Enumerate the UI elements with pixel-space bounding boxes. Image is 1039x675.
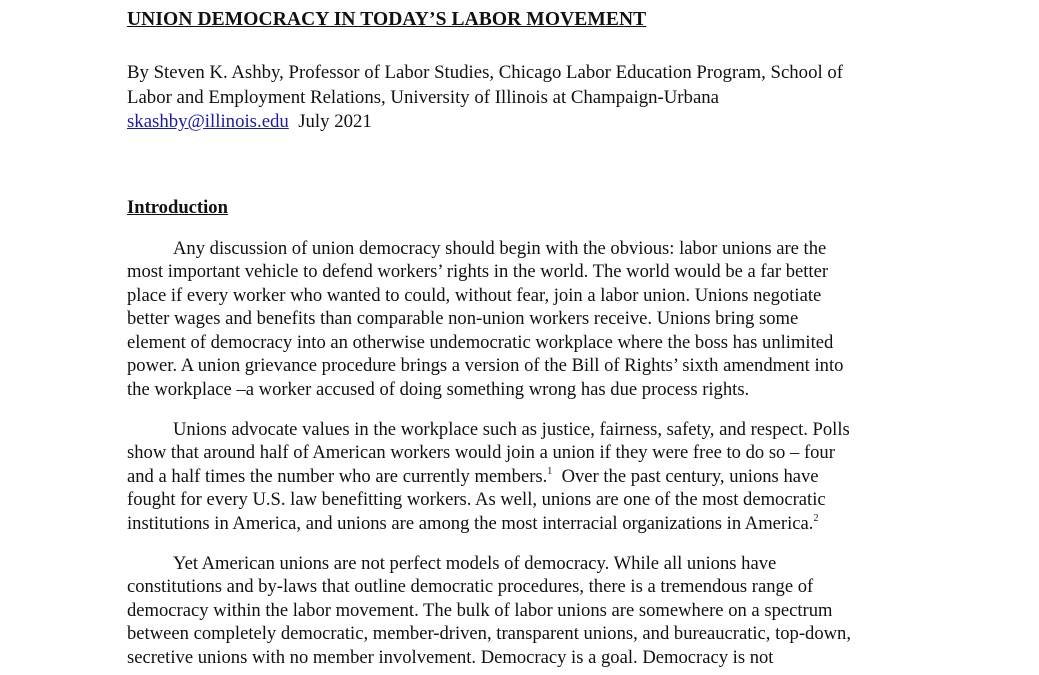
paragraph-line <box>127 512 927 536</box>
footnote-marker-1[interactable]: 1 <box>547 465 553 477</box>
byline-line-1: By Steven K. Ashby, Professor of Labor Studies, Chicago Labor Education Program, School of <box>127 62 844 83</box>
paragraph-line: the workplace –a worker accused of doing something wrong has due process rights. <box>127 379 750 401</box>
paragraph-3 <box>127 552 927 670</box>
paragraph-line-part: institutions in America, and unions are among the most interracial organizations in America. <box>127 513 814 535</box>
paragraph-line: Any discussion of union democracy should begin with the obvious: labor unions are the <box>173 237 827 259</box>
paragraph-line-part: Over the past century, unions have <box>561 465 819 487</box>
paragraph-line: place if every worker who wanted to could, without fear, join a labor union. Unions negotiate <box>127 284 822 306</box>
paragraph-line: between completely democratic, member-driven, transparent unions, and bureaucratic, top-down, <box>127 623 851 645</box>
paragraph-line: Unions advocate values in the workplace such as justice, fairness, safety, and respect. Polls <box>173 418 850 440</box>
byline-line-2: Labor and Employment Relations, University of Illinois at Champaign-Urbana <box>127 86 720 108</box>
footnote-marker-2[interactable]: 2 <box>813 513 819 525</box>
paragraph-line: constitutions and by-laws that outline democratic procedures, there is a tremendous range of <box>127 576 814 598</box>
paragraph-line: democracy within the labor movement. The bulk of labor unions are somewhere on a spectrum <box>127 599 833 621</box>
paragraph-line: Yet American unions are not perfect models of democracy. While all unions have <box>173 552 777 574</box>
paragraph-line <box>127 465 927 489</box>
paragraph-line: better wages and benefits than comparable non-union workers receive. Unions bring some <box>127 308 799 330</box>
paragraph-1 <box>127 237 927 402</box>
paragraph-2 <box>127 418 927 536</box>
paragraph-line: power. A union grievance procedure brings a version of the Bill of Rights’ sixth amendment into <box>127 355 844 377</box>
byline <box>127 61 927 135</box>
paragraph-line: element of democracy into an otherwise undemocratic workplace where the boss has unlimited <box>127 331 834 353</box>
section-heading-introduction: Introduction <box>127 196 228 218</box>
paragraph-line: fought for every U.S. law benefitting workers. As well, unions are one of the most democratic <box>127 489 826 511</box>
publication-date: July 2021 <box>298 111 372 132</box>
paragraph-line: most important vehicle to defend workers’ rights in the world. The world would be a far better <box>127 261 829 283</box>
byline-line-3 <box>127 110 927 135</box>
author-email-link[interactable]: skashby@illinois.edu <box>127 111 289 132</box>
paragraph-line-part: and a half times the number who are currently members. <box>127 465 548 487</box>
document-title: UNION DEMOCRACY IN TODAY’S LABOR MOVEMENT <box>127 9 647 30</box>
paragraph-line: show that around half of American workers would join a union if they were free to do so – four <box>127 442 835 464</box>
document-page <box>127 0 927 670</box>
paragraph-line: secretive unions with no member involvement. Democracy is a goal. Democracy is not <box>127 647 774 668</box>
